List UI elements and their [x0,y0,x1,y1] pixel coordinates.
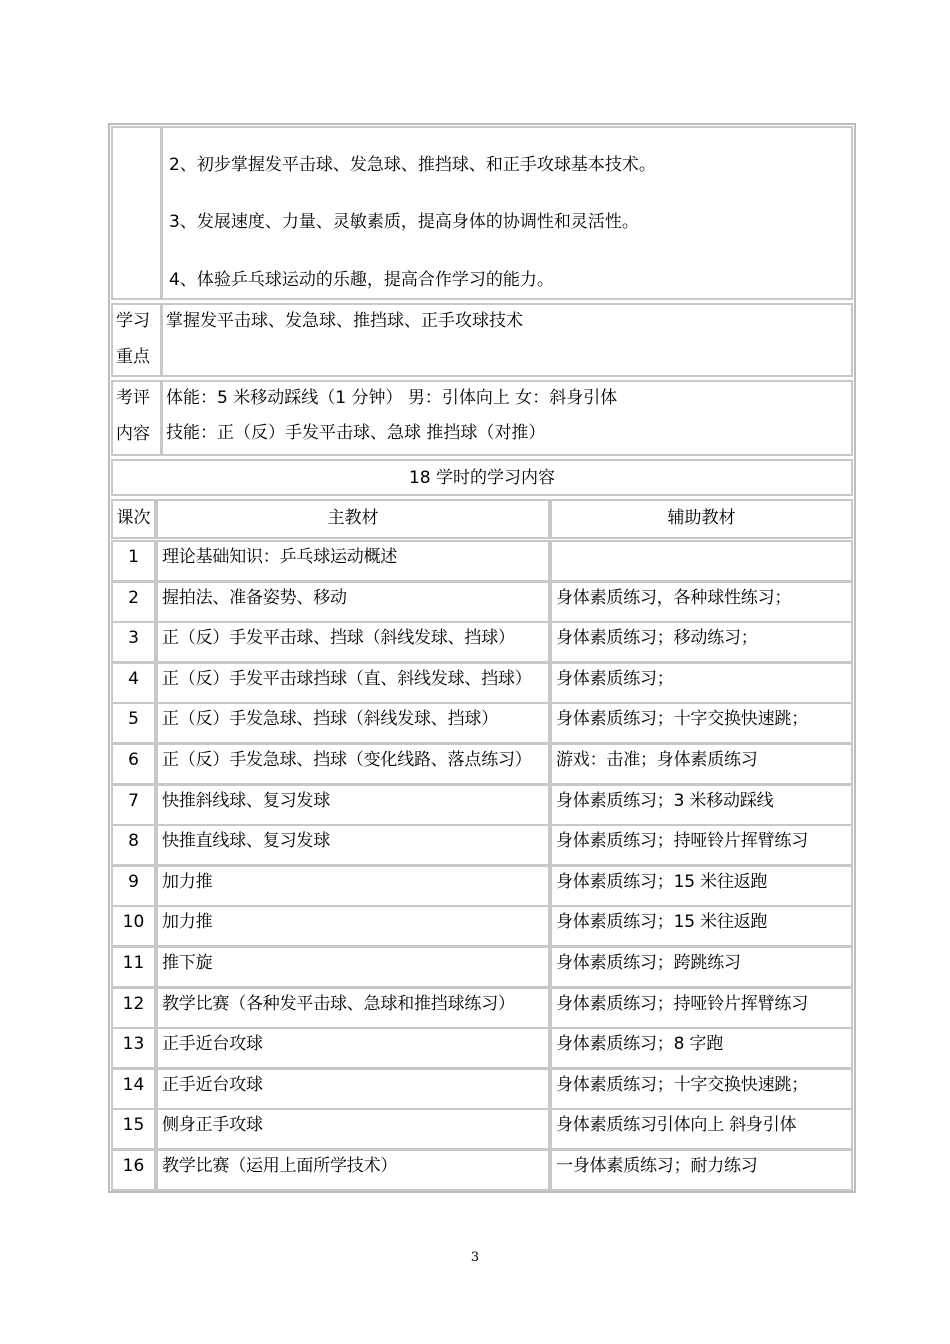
assessment-label-cell [111,380,162,456]
table-cell-text: 推下旋 [162,953,213,973]
table-cell-text: 正（反）手发平击球、挡球（斜线发球、挡球） [162,628,515,648]
row-lesson-cell [111,946,156,988]
header-aux-cell [550,499,853,539]
row-aux-cell [550,905,853,947]
table-cell-text: 握拍法、准备姿势、移动 [162,588,347,608]
row-main-cell [156,1027,550,1069]
table-cell-text: 身体素质练习；15 米往返跑 [556,872,768,892]
row-lesson-cell [111,743,156,785]
table-cell-text: 10 [122,912,145,932]
focus-label-cell [111,303,162,377]
table-cell-text: 15 [122,1115,145,1135]
row-lesson-cell [111,662,156,704]
row-main-cell [156,1068,550,1110]
table-cell-text: 身体素质练习；移动练习； [556,628,758,648]
header-lesson: 课次 [116,508,151,528]
assessment-label-1: 考评 [116,388,150,408]
row-lesson-cell [111,1027,156,1069]
row-main-cell [156,662,550,704]
row-aux-cell [550,1068,853,1110]
row-lesson-cell [111,784,156,826]
table-cell-text: 正手近台攻球 [162,1075,263,1095]
table-cell-text: 11 [122,953,145,973]
table-cell-text: 快推斜线球、复习发球 [162,791,330,811]
row-lesson-cell [111,1068,156,1110]
row-lesson-cell [111,905,156,947]
row-main-cell [156,1149,550,1191]
row-aux-cell [550,946,853,988]
objective-line: 3、发展速度、力量、灵敏素质，提高身体的协调性和灵活性。 [169,212,639,232]
header-aux: 辅助教材 [667,508,736,528]
objectives-cell [161,126,853,300]
focus-label-1: 学习 [116,311,150,331]
row-aux-cell [550,1149,853,1191]
row-main-cell [156,743,550,785]
table-cell-text: 身体素质练习；15 米往返跑 [556,912,768,932]
row-aux-cell [550,581,853,623]
table-cell-text: 身体素质练习；持哑铃片挥臂练习 [556,994,808,1014]
row-main-cell [156,1108,550,1150]
table-cell-text: 正手近台攻球 [162,1034,263,1054]
row-lesson-cell [111,1149,156,1191]
row-lesson-cell [111,987,156,1029]
schedule-title-cell [111,459,853,496]
row-aux-cell [550,824,853,866]
row-main-cell [156,581,550,623]
row-main-cell [156,784,550,826]
focus-label-2: 重点 [116,347,150,367]
table-cell-text: 身体素质练习；十字交换快速跳； [556,709,808,729]
row-aux-cell [550,1108,853,1150]
table-cell-text: 加力推 [162,872,213,892]
row-lesson-cell [111,581,156,623]
table-cell-text: 3 [128,628,139,648]
table-cell-text: 正（反）手发急球、挡球（变化线路、落点练习） [162,750,532,770]
table-cell-text: 5 [128,709,139,729]
table-cell-text: 2 [128,588,139,608]
row-lesson-cell [111,702,156,744]
row-main-cell [156,824,550,866]
row-aux-cell [550,865,853,907]
table-cell-text: 13 [122,1034,145,1054]
page-number: 3 [470,1250,480,1265]
row-lesson-cell [111,540,156,582]
table-cell-text: 身体素质练习；8 字跑 [556,1034,724,1054]
table-cell-text: 4 [128,669,139,689]
table-cell-text: 身体素质练习；跨跳练习 [556,953,741,973]
row-lesson-cell [111,824,156,866]
row-main-cell [156,540,550,582]
header-main: 主教材 [327,508,379,528]
row-aux-cell [550,540,853,582]
row-main-cell [156,865,550,907]
table-cell-text: 16 [122,1156,145,1176]
assessment-content-cell [161,380,853,456]
table-cell-text: 一身体素质练习；耐力练习 [556,1156,758,1176]
table-cell-text: 12 [122,994,145,1014]
table-cell-text: 教学比赛（各种发平击球、急球和推挡球练习） [162,994,515,1014]
table-cell-text: 1 [128,547,139,567]
row-lesson-cell [111,621,156,663]
row-lesson-cell [111,1108,156,1150]
table-cell-text: 身体素质练习，各种球性练习； [556,588,792,608]
row-aux-cell [550,743,853,785]
table-cell-text: 6 [128,750,139,770]
objectives-label-cell [111,126,162,300]
table-cell-text: 快推直线球、复习发球 [162,831,330,851]
table-cell-text: 游戏：击准；身体素质练习 [556,750,758,770]
header-main-cell [156,499,550,539]
table-cell-text: 理论基础知识：乒乓球运动概述 [162,547,398,567]
row-main-cell [156,905,550,947]
table-cell-text: 正（反）手发平击球挡球（直、斜线发球、挡球） [162,669,532,689]
assessment-line-2: 技能：正（反）手发平击球、急球 推挡球（对推） [166,423,546,443]
row-main-cell [156,621,550,663]
table-cell-text: 身体素质练习； [556,669,674,689]
objective-line: 4、体验乒乓球运动的乐趣，提高合作学习的能力。 [169,270,554,290]
row-aux-cell [550,702,853,744]
table-cell-text: 身体素质练习；十字交换快速跳； [556,1075,808,1095]
objective-line: 2、初步掌握发平击球、发急球、推挡球、和正手攻球基本技术。 [169,155,656,175]
row-aux-cell [550,1027,853,1069]
focus-content-cell [161,303,853,377]
focus-content: 掌握发平击球、发急球、推挡球、正手攻球技术 [166,311,523,331]
row-aux-cell [550,987,853,1029]
table-cell-text: 8 [128,831,139,851]
assessment-label-2: 内容 [116,424,150,444]
row-lesson-cell [111,865,156,907]
header-lesson-cell [111,499,156,539]
assessment-line-1: 体能：5 米移动踩线（1 分钟） 男：引体向上 女：斜身引体 [166,388,618,408]
table-cell-text: 9 [128,872,139,892]
schedule-title: 18 学时的学习内容 [408,468,556,488]
table-cell-text: 正（反）手发急球、挡球（斜线发球、挡球） [162,709,498,729]
table-cell-text: 身体素质练习；3 米移动踩线 [556,791,774,811]
row-main-cell [156,702,550,744]
table-cell-text: 14 [122,1075,145,1095]
row-aux-cell [550,621,853,663]
table-cell-text: 侧身正手攻球 [162,1115,263,1135]
table-cell-text: 加力推 [162,912,213,932]
row-main-cell [156,987,550,1029]
table-cell-text: 7 [128,791,139,811]
row-aux-cell [550,662,853,704]
table-cell-text: 身体素质练习引体向上 斜身引体 [556,1115,797,1135]
table-cell-text: 教学比赛（运用上面所学技术） [162,1156,398,1176]
row-main-cell [156,946,550,988]
row-aux-cell [550,784,853,826]
table-cell-text: 身体素质练习；持哑铃片挥臂练习 [556,831,808,851]
